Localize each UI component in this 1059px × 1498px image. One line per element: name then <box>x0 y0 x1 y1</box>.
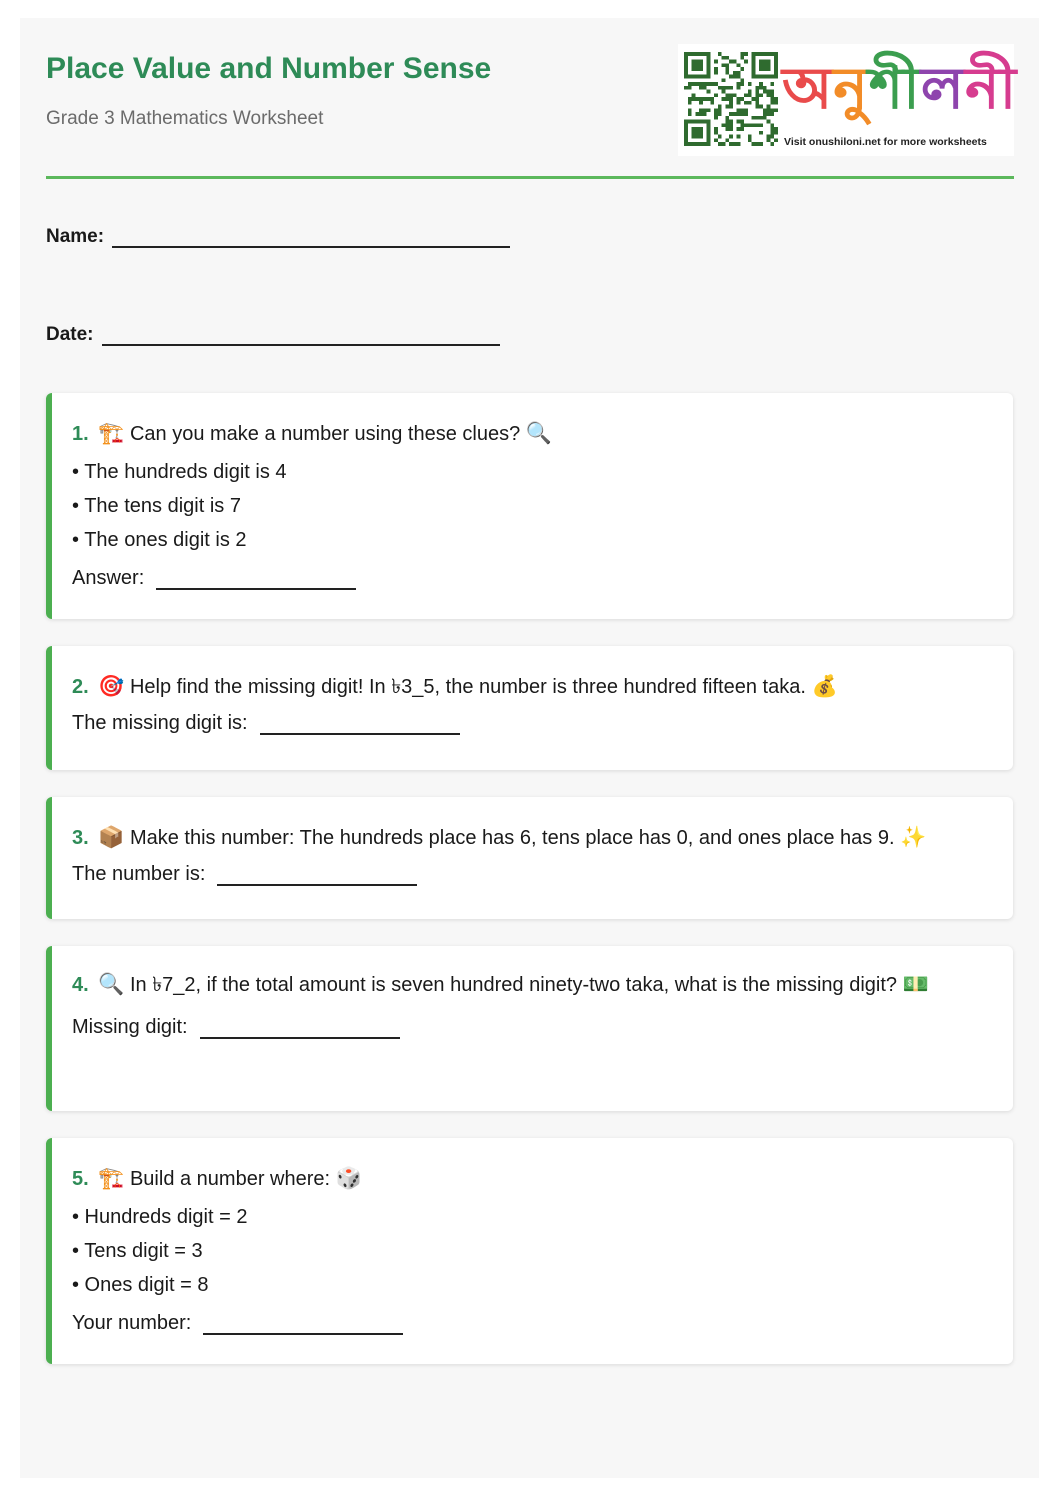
name-field <box>46 224 510 248</box>
answer-blank[interactable] <box>217 864 417 886</box>
question-number: 4. <box>72 974 89 996</box>
clue-item: • The hundreds digit is 4 <box>72 461 287 483</box>
answer-blank[interactable] <box>200 1017 400 1039</box>
question-text <box>72 964 993 1006</box>
construction-icon: 🏗️ <box>98 1167 125 1190</box>
answer-row <box>72 863 993 886</box>
answer-row <box>72 712 993 735</box>
clue-item: • Tens digit = 3 <box>72 1240 203 1262</box>
question-text <box>72 419 993 449</box>
question-card-2 <box>46 646 1013 770</box>
question-card-1 <box>46 393 1013 619</box>
construction-icon: 🏗️ <box>98 422 125 445</box>
date-field <box>46 322 500 346</box>
answer-blank[interactable] <box>156 568 356 590</box>
dice-icon: 🎲 <box>335 1167 362 1190</box>
sparkles-icon: ✨ <box>900 826 927 849</box>
answer-label: Answer: <box>72 567 145 589</box>
page-title: Place Value and Number Sense <box>46 52 492 85</box>
question-text <box>72 823 993 853</box>
question-card-5 <box>46 1138 1013 1364</box>
answer-label: The number is: <box>72 863 206 885</box>
clue-item: • Hundreds digit = 2 <box>72 1206 248 1228</box>
qr-code-icon <box>684 52 778 146</box>
question-prompt: Make this number: The hundreds place has 6, tens place has 0, and ones place has 9. <box>129 827 895 849</box>
date-input-line[interactable] <box>102 322 500 346</box>
question-number: 5. <box>72 1168 89 1190</box>
question-prompt: Help find the missing digit! In ৳3_5, the number is three hundred fifteen taka. <box>129 676 806 698</box>
answer-label: Missing digit: <box>72 1016 188 1038</box>
header-divider <box>46 176 1014 179</box>
name-label: Name: <box>46 226 105 247</box>
question-prompt: In ৳7_2, if the total amount is seven hundred ninety-two taka, what is the missing digit? <box>129 974 898 996</box>
brand-wordmark: অনশলন <box>782 56 1018 121</box>
question-text <box>72 1164 993 1194</box>
magnifier-icon: 🔍 <box>525 422 552 445</box>
worksheet-page <box>20 18 1039 1478</box>
name-input-line[interactable] <box>112 224 510 248</box>
brand-tagline: Visit onushiloni.net for more worksheets <box>784 136 987 148</box>
question-number: 3. <box>72 827 89 849</box>
question-prompt: Can you make a number using these clues? <box>129 423 521 445</box>
date-label: Date: <box>46 324 94 345</box>
answer-row <box>72 567 993 590</box>
question-number: 2. <box>72 676 89 698</box>
clue-item: • Ones digit = 8 <box>72 1274 209 1296</box>
page-subtitle: Grade 3 Mathematics Worksheet <box>46 108 324 129</box>
question-number: 1. <box>72 423 89 445</box>
answer-blank[interactable] <box>203 1313 403 1335</box>
question-card-3 <box>46 797 1013 919</box>
money-bag-icon: 💰 <box>811 675 838 698</box>
package-icon: 📦 <box>98 826 125 849</box>
answer-blank[interactable] <box>260 713 460 735</box>
question-prompt: Build a number where: <box>129 1168 331 1190</box>
question-card-4 <box>46 946 1013 1111</box>
answer-row <box>72 1016 993 1039</box>
magnifier-icon: 🔍 <box>98 973 125 996</box>
banknote-icon: 💵 <box>902 973 929 996</box>
question-text <box>72 672 993 702</box>
brand-logo[interactable] <box>678 44 1018 156</box>
clue-item: • The tens digit is 7 <box>72 495 241 517</box>
answer-label: The missing digit is: <box>72 712 248 734</box>
clue-item: • The ones digit is 2 <box>72 529 247 551</box>
answer-row <box>72 1312 993 1335</box>
answer-label: Your number: <box>72 1312 192 1334</box>
target-icon: 🎯 <box>98 675 125 698</box>
